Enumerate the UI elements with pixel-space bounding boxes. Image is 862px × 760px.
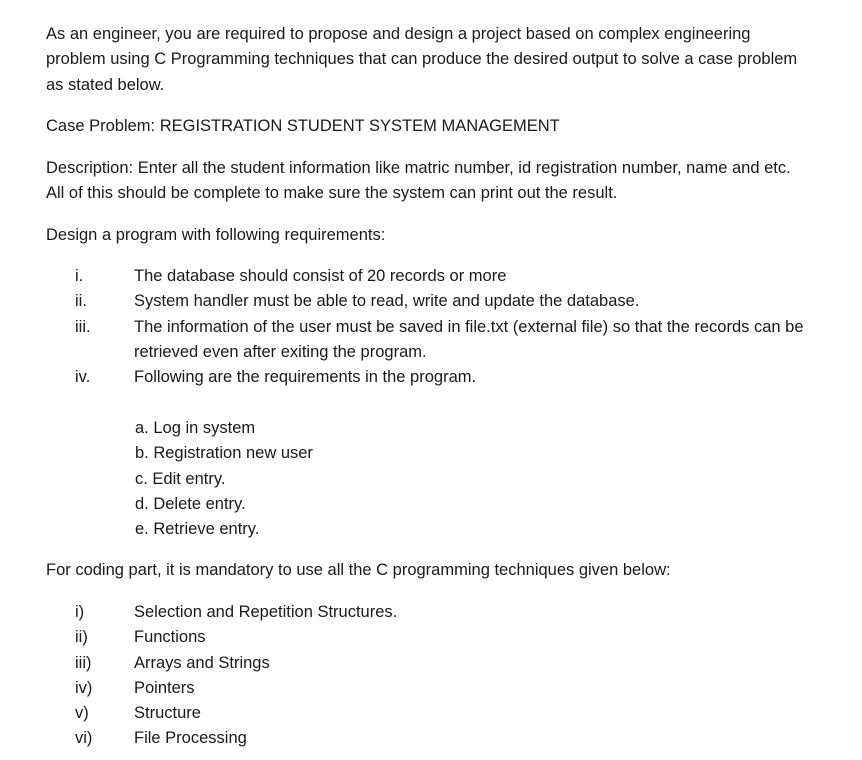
feature-item: c. Edit entry. (135, 469, 226, 488)
requirement-item (0, 365, 862, 390)
case-problem-text: Case Problem: REGISTRATION STUDENT SYSTEM MANAGEMENT (46, 117, 560, 135)
technique-item (0, 701, 862, 726)
technique-text: Selection and Repetition Structures. (134, 603, 398, 621)
requirement-item (0, 315, 862, 366)
list-marker: vi) (75, 729, 93, 748)
list-marker: ii. (75, 292, 87, 311)
feature-item: a. Log in system (135, 419, 256, 437)
technique-text: Functions (134, 628, 206, 647)
description-paragraph (46, 156, 836, 207)
intro-line: problem using C Programming techniques that can produce the desired output to solve a case problem (46, 50, 798, 69)
intro-paragraph (46, 22, 836, 98)
coding-heading-text: For coding part, it is mandatory to use all the C programming techniques given below: (46, 561, 671, 579)
requirement-text: System handler must be able to read, write and update the database. (134, 292, 640, 311)
requirement-line: The information of the user must be saved in file.txt (external file) so that the records can be (134, 317, 804, 336)
requirement-text (134, 315, 834, 366)
list-marker: ii) (75, 628, 88, 647)
technique-text: File Processing (134, 729, 247, 748)
list-marker: iii. (75, 317, 91, 336)
requirement-item (0, 289, 862, 314)
case-problem-heading (46, 114, 836, 139)
list-marker: iii) (75, 653, 92, 672)
intro-line: As an engineer, you are required to propose and design a project based on complex engineering (46, 25, 751, 43)
list-marker: i) (75, 603, 85, 621)
technique-item (0, 651, 862, 676)
technique-text: Arrays and Strings (134, 653, 270, 672)
technique-text: Structure (134, 704, 201, 723)
coding-heading (46, 558, 836, 583)
technique-item (0, 726, 862, 751)
list-marker: iv) (75, 678, 93, 697)
design-heading (46, 223, 836, 248)
technique-item (0, 600, 862, 625)
requirement-line: retrieved even after exiting the program. (134, 342, 427, 361)
feature-item: b. Registration new user (135, 444, 313, 463)
list-marker: i. (75, 267, 84, 285)
list-marker: v) (75, 704, 89, 723)
requirement-text: The database should consist of 20 records or more (134, 267, 507, 285)
description-line: Description: Enter all the student information like matric number, id registration number, name and etc. (46, 159, 791, 177)
requirement-text: Following are the requirements in the program. (134, 368, 477, 387)
technique-item (0, 676, 862, 701)
technique-text: Pointers (134, 678, 195, 697)
list-marker: iv. (75, 368, 91, 387)
program-features-list (135, 416, 313, 542)
feature-item: d. Delete entry. (135, 494, 246, 513)
technique-item (0, 625, 862, 650)
design-heading-text: Design a program with following requirements: (46, 226, 386, 244)
techniques-list (0, 600, 862, 752)
description-line: All of this should be complete to make sure the system can print out the result. (46, 184, 618, 203)
requirement-item (0, 264, 862, 289)
intro-line: as stated below. (46, 75, 165, 94)
requirements-list (0, 264, 862, 390)
feature-item: e. Retrieve entry. (135, 520, 260, 539)
